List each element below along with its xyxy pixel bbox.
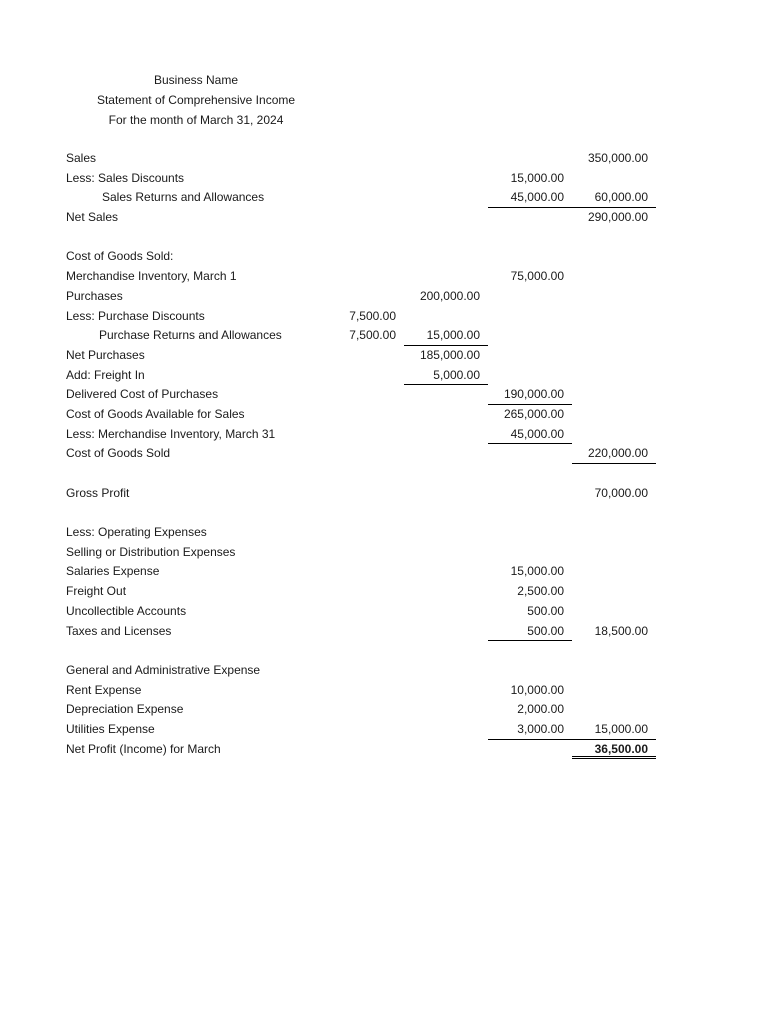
line-item-label: Freight Out — [66, 584, 127, 599]
statement-row — [0, 405, 768, 425]
line-item-label: Utilities Expense — [66, 721, 155, 736]
business-name: Business Name — [153, 73, 239, 87]
amount-c4: 290,000.00 — [587, 210, 648, 225]
income-statement-body — [0, 149, 768, 759]
statement-row — [0, 464, 768, 484]
statement-row — [0, 582, 768, 602]
amount-c3: 75,000.00 — [510, 269, 564, 284]
line-item-label: Sales Returns and Allowances — [102, 190, 265, 205]
statement-row — [0, 287, 768, 307]
amount-c3: 500.00 — [527, 603, 564, 618]
statement-row — [0, 740, 768, 760]
statement-row — [0, 562, 768, 582]
amount-c3: 2,000.00 — [517, 702, 564, 717]
statement-row — [0, 247, 768, 267]
line-item-label: Less: Operating Expenses — [66, 525, 207, 540]
line-item-label: General and Administrative Expense — [66, 662, 261, 677]
statement-row — [0, 169, 768, 189]
amount-c4: 70,000.00 — [594, 485, 648, 500]
amount-c1: 7,500.00 — [349, 308, 396, 323]
statement-row — [0, 326, 768, 346]
statement-row — [0, 307, 768, 327]
line-item-label: Less: Merchandise Inventory, March 31 — [66, 426, 276, 441]
amount-c1: 7,500.00 — [349, 328, 396, 343]
line-item-label: Taxes and Licenses — [66, 623, 172, 638]
statement-row — [0, 661, 768, 681]
statement-row — [0, 484, 768, 504]
statement-row — [0, 228, 768, 248]
line-item-label: Gross Profit — [66, 485, 130, 500]
amount-c2: 200,000.00 — [419, 288, 480, 303]
statement-row — [0, 346, 768, 366]
line-item-label: Cost of Goods Sold: — [66, 249, 174, 264]
amount-c2: 5,000.00 — [404, 366, 488, 386]
line-item-label: Rent Expense — [66, 682, 142, 697]
statement-row — [0, 523, 768, 543]
line-item-label: Net Sales — [66, 210, 119, 225]
statement-row — [0, 543, 768, 563]
line-item-label: Net Profit (Income) for March — [66, 741, 221, 756]
statement-row — [0, 149, 768, 169]
line-item-label: Merchandise Inventory, March 1 — [66, 269, 237, 284]
statement-period: For the month of March 31, 2024 — [108, 113, 284, 127]
amount-c4: 18,500.00 — [594, 623, 648, 638]
amount-c3: 265,000.00 — [503, 406, 564, 421]
line-item-label: Depreciation Expense — [66, 702, 184, 717]
statement-row — [0, 385, 768, 405]
amount-c3: 15,000.00 — [510, 170, 564, 185]
statement-row — [0, 681, 768, 701]
line-item-label: Less: Sales Discounts — [66, 170, 185, 185]
amount-c3: 15,000.00 — [510, 564, 564, 579]
statement-row — [0, 425, 768, 445]
statement-header — [0, 70, 392, 130]
statement-row — [0, 444, 768, 464]
amount-c2: 185,000.00 — [419, 347, 480, 362]
line-item-label: Less: Purchase Discounts — [66, 308, 205, 323]
amount-c2: 15,000.00 — [404, 326, 488, 346]
amount-c3: 500.00 — [488, 622, 572, 642]
statement-title: Statement of Comprehensive Income — [96, 93, 296, 107]
statement-row — [0, 267, 768, 287]
line-item-label: Uncollectible Accounts — [66, 603, 187, 618]
statement-row — [0, 622, 768, 642]
line-item-label: Delivered Cost of Purchases — [66, 387, 219, 402]
line-item-label: Add: Freight In — [66, 367, 145, 382]
line-item-label: Cost of Goods Available for Sales — [66, 406, 245, 421]
statement-row — [0, 602, 768, 622]
amount-c3: 2,500.00 — [517, 584, 564, 599]
amount-c4: 60,000.00 — [572, 188, 656, 208]
amount-c4: 36,500.00 — [572, 740, 656, 760]
line-item-label: Purchases — [66, 288, 123, 303]
statement-row — [0, 503, 768, 523]
statement-row — [0, 700, 768, 720]
statement-row — [0, 188, 768, 208]
statement-row — [0, 641, 768, 661]
amount-c3: 45,000.00 — [488, 188, 572, 208]
amount-c3: 10,000.00 — [510, 682, 564, 697]
amount-c4: 220,000.00 — [572, 444, 656, 464]
line-item-label: Selling or Distribution Expenses — [66, 544, 236, 559]
statement-row — [0, 720, 768, 740]
amount-c4: 15,000.00 — [572, 720, 656, 740]
line-item-label: Net Purchases — [66, 347, 145, 362]
line-item-label: Salaries Expense — [66, 564, 160, 579]
line-item-label: Purchase Returns and Allowances — [99, 328, 282, 343]
line-item-label: Sales — [66, 151, 97, 165]
statement-row — [0, 208, 768, 228]
amount-c3: 190,000.00 — [488, 385, 572, 405]
line-item-label: Cost of Goods Sold — [66, 446, 171, 461]
statement-row — [0, 366, 768, 386]
amount-c3: 3,000.00 — [488, 720, 572, 740]
amount-c4: 350,000.00 — [587, 151, 648, 165]
amount-c3: 45,000.00 — [488, 425, 572, 445]
